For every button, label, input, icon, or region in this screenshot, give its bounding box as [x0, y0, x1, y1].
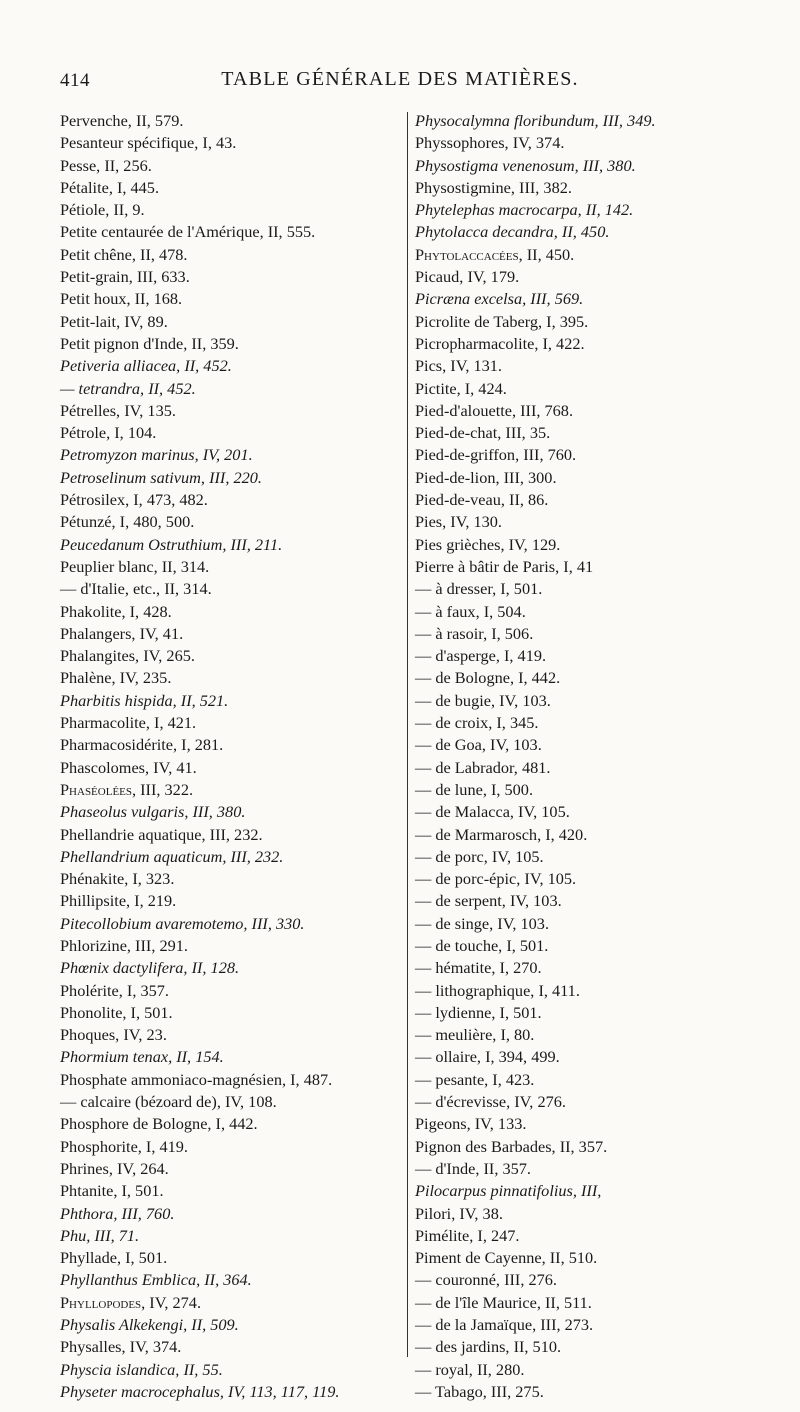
index-entry: — de porc-épic, IV, 105. [415, 869, 577, 889]
index-entry: Phytelephas macrocarpa, II, 142. [415, 200, 634, 220]
index-entry: Pictite, I, 424. [415, 378, 507, 398]
index-entry: Physostigmine, III, 382. [415, 177, 572, 197]
index-entry: Phyllopodes, IV, 274. [60, 1292, 202, 1312]
index-entry: Physalles, IV, 374. [60, 1337, 182, 1357]
index-entry: Phascolomes, IV, 41. [60, 757, 197, 777]
index-entry: Pétrole, I, 104. [60, 423, 157, 443]
index-entry: — meulière, I, 80. [415, 1025, 535, 1045]
index-entry: — de Malacca, IV, 105. [415, 802, 570, 822]
index-entry: Phlorizine, III, 291. [60, 935, 188, 955]
index-entry: Pimélite, I, 247. [415, 1225, 520, 1245]
index-entry: Pesse, II, 256. [60, 155, 152, 175]
index-entry: — royal, II, 280. [415, 1359, 525, 1379]
index-entry: Pharmacolite, I, 421. [60, 713, 197, 733]
index-entry: Phaseolus vulgaris, III, 380. [60, 802, 246, 822]
index-entry: — de Goa, IV, 103. [415, 735, 542, 755]
index-entry: Pétrosilex, I, 473, 482. [60, 490, 208, 510]
index-entry: Phyllanthus Emblica, II, 364. [60, 1270, 252, 1290]
index-entry: Pied-de-chat, III, 35. [415, 423, 551, 443]
index-entry: — ollaire, I, 394, 499. [415, 1047, 560, 1067]
index-entry: Phalène, IV, 235. [60, 668, 172, 688]
index-entry: Pervenche, II, 579. [60, 111, 184, 130]
index-entry: Phtanite, I, 501. [60, 1181, 164, 1201]
index-entry: Picrolite de Taberg, I, 395. [415, 311, 589, 331]
index-entry: — lydienne, I, 501. [415, 1002, 542, 1022]
index-entry: — d'asperge, I, 419. [415, 646, 547, 666]
index-entry: Pétiole, II, 9. [60, 200, 145, 220]
index-entry: Peucedanum Ostruthium, III, 211. [60, 534, 283, 554]
index-entry: Physalis Alkekengi, II, 509. [60, 1315, 239, 1335]
index-entry: — couronné, III, 276. [415, 1270, 557, 1290]
index-columns [60, 110, 750, 1401]
index-entry: — à dresser, I, 501. [415, 579, 543, 599]
index-entry: — tetrandra, II, 452. [60, 378, 196, 398]
index-entry: — à rasoir, I, 506. [415, 623, 534, 643]
index-entry: Petit houx, II, 168. [60, 289, 183, 309]
index-entry: Petromyzon marinus, IV, 201. [60, 445, 253, 465]
index-entry: Pies grièches, IV, 129. [415, 534, 561, 554]
index-entry: — d'Inde, II, 357. [415, 1158, 531, 1178]
index-entry: — d'Italie, etc., II, 314. [60, 579, 212, 599]
index-entry: Phyllade, I, 501. [60, 1248, 168, 1268]
index-entry: Pétunzé, I, 480, 500. [60, 512, 195, 532]
index-entry: Pierre à bâtir de Paris, I, 41 [415, 556, 594, 576]
index-entry: — de la Jamaïque, III, 273. [415, 1315, 594, 1335]
index-entry: Phaséolées, III, 322. [60, 779, 194, 799]
index-entry: Phosphore de Bologne, I, 442. [60, 1114, 258, 1134]
index-entry: Physsophores, IV, 374. [415, 133, 565, 153]
index-entry: Physcia islandica, II, 55. [60, 1359, 223, 1379]
index-entry: Peuplier blanc, II, 314. [60, 556, 210, 576]
index-entry: — Tabago, III, 275. [415, 1381, 544, 1401]
index-entry: Phormium tenax, II, 154. [60, 1047, 224, 1067]
index-entry: Phytolacca decandra, II, 450. [415, 222, 610, 242]
index-entry: Pholérite, I, 357. [60, 980, 169, 1000]
index-entry: — d'écrevisse, IV, 276. [415, 1092, 566, 1112]
index-entry: Phellandrium aquaticum, III, 232. [60, 846, 284, 866]
index-entry: Pied-de-griffon, III, 760. [415, 445, 577, 465]
page-number: 414 [60, 70, 90, 91]
index-entry: Pignon des Barbades, II, 357. [415, 1136, 608, 1156]
index-entry: Pilori, IV, 38. [415, 1203, 503, 1223]
index-entry: Phu, III, 71. [60, 1225, 140, 1245]
index-entry: — des jardins, II, 510. [415, 1337, 562, 1357]
index-entry: Petiveria alliacea, II, 452. [60, 356, 232, 376]
index-entry: — de touche, I, 501. [415, 935, 549, 955]
index-entry: Petite centaurée de l'Amérique, II, 555. [60, 222, 316, 242]
index-entry: Phellandrie aquatique, III, 232. [60, 824, 263, 844]
index-entry: Pharmacosidérite, I, 281. [60, 735, 224, 755]
index-entry: Petit-lait, IV, 89. [60, 311, 168, 331]
column-divider [407, 112, 408, 1357]
index-entry: — de singe, IV, 103. [415, 913, 550, 933]
index-entry: Pétrelles, IV, 135. [60, 400, 176, 420]
index-entry: Phthora, III, 760. [60, 1203, 175, 1223]
index-entry: Phalangers, IV, 41. [60, 623, 184, 643]
running-title: TABLE GÉNÉRALE DES MATIÈRES. [221, 68, 579, 90]
index-entry: — de porc, IV, 105. [415, 846, 544, 866]
index-entry: Phonolite, I, 501. [60, 1002, 173, 1022]
index-entry: Pied-de-veau, II, 86. [415, 490, 549, 510]
index-entry: Pied-d'alouette, III, 768. [415, 400, 574, 420]
index-entry: — de croix, I, 345. [415, 713, 539, 733]
index-entry: Petroselinum sativum, III, 220. [60, 467, 262, 487]
index-entry: — calcaire (bézoard de), IV, 108. [60, 1092, 277, 1112]
index-entry: — à faux, I, 504. [415, 601, 526, 621]
left-column [60, 110, 395, 1403]
index-entry: — de lune, I, 500. [415, 779, 534, 799]
index-entry: Pigeons, IV, 133. [415, 1114, 527, 1134]
index-entry: Pitecollobium avaremotemo, III, 330. [60, 913, 305, 933]
index-entry: Phytolaccacées, II, 450. [415, 244, 575, 264]
index-entry: Phalangites, IV, 265. [60, 646, 195, 666]
index-entry: Phakolite, I, 428. [60, 601, 172, 621]
index-entry: Phœnix dactylifera, II, 128. [60, 958, 240, 978]
index-entry: Pilocarpus pinnatifolius, III, [415, 1181, 602, 1201]
index-entry: Petit pignon d'Inde, II, 359. [60, 333, 239, 353]
index-entry: Phénakite, I, 323. [60, 869, 175, 889]
index-entry: Phrines, IV, 264. [60, 1158, 169, 1178]
index-entry: Phillipsite, I, 219. [60, 891, 177, 911]
right-column [415, 110, 750, 1403]
index-entry: Pies, IV, 130. [415, 512, 502, 532]
index-entry: — de Labrador, 481. [415, 757, 551, 777]
index-entry: Pharbitis hispida, II, 521. [60, 690, 229, 710]
index-entry: — pesante, I, 423. [415, 1069, 535, 1089]
index-entry: Pied-de-lion, III, 300. [415, 467, 557, 487]
index-entry: — hématite, I, 270. [415, 958, 542, 978]
index-entry: Physeter macrocephalus, IV, 113, 117, 119. [60, 1381, 340, 1401]
page-header [60, 62, 740, 92]
index-entry: Phoques, IV, 23. [60, 1025, 167, 1045]
index-entry: — lithographique, I, 411. [415, 980, 580, 1000]
index-entry: Pesanteur spécifique, I, 43. [60, 133, 237, 153]
index-entry: — de Marmarosch, I, 420. [415, 824, 588, 844]
index-entry: Picræna excelsa, III, 569. [415, 289, 584, 309]
index-entry: — de bugie, IV, 103. [415, 690, 551, 710]
index-entry: Petit chêne, II, 478. [60, 244, 188, 264]
index-entry: Phosphate ammoniaco-magnésien, I, 487. [60, 1069, 333, 1089]
index-entry: — de Bologne, I, 442. [415, 668, 561, 688]
index-entry: Pétalite, I, 445. [60, 177, 160, 197]
index-entry: — de l'île Maurice, II, 511. [415, 1292, 592, 1312]
index-entry: Petit-grain, III, 633. [60, 267, 190, 287]
index-entry: Phosphorite, I, 419. [60, 1136, 188, 1156]
index-entry: Picropharmacolite, I, 422. [415, 333, 585, 353]
index-entry: Piment de Cayenne, II, 510. [415, 1248, 598, 1268]
index-entry: Physocalymna floribundum, III, 349. [415, 111, 656, 130]
index-entry: Pics, IV, 131. [415, 356, 502, 376]
index-entry: Physostigma venenosum, III, 380. [415, 155, 636, 175]
index-entry: — de serpent, IV, 103. [415, 891, 562, 911]
index-entry: Picaud, IV, 179. [415, 267, 520, 287]
